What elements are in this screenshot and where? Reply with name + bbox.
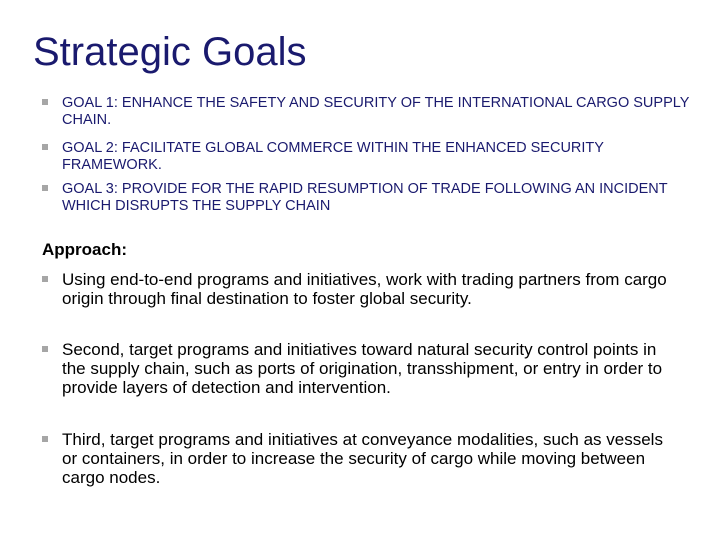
goal-item-3: [62, 181, 702, 215]
goal-item-2: [62, 140, 702, 174]
square-bullet-icon: [42, 436, 48, 442]
square-bullet-icon: [42, 144, 48, 150]
approach-text: Second, target programs and initiatives toward natural security control points in the supply chain, such as ports of origination, transshipment, or entry in order to provide layers of detection and intervention.: [62, 340, 663, 397]
square-bullet-icon: [42, 185, 48, 191]
goal-text: GOAL 1: ENHANCE THE SAFETY AND SECURITY OF THE INTERNATIONAL CARGO SUPPLY CHAIN.: [62, 95, 690, 128]
approach-text: Using end-to-end programs and initiatives, work with trading partners from cargo origin through final destination to foster global security.: [62, 270, 667, 308]
approach-item-3: [62, 430, 682, 487]
goal-item-1: [62, 95, 702, 129]
square-bullet-icon: [42, 346, 48, 352]
goal-text: GOAL 3: PROVIDE FOR THE RAPID RESUMPTION OF TRADE FOLLOWING AN INCIDENT WHICH DISRUPTS THE SUPPLY CHAIN: [62, 181, 668, 214]
approach-text: Third, target programs and initiatives at conveyance modalities, such as vessels or containers, in order to increase the security of cargo while moving between cargo nodes.: [62, 430, 663, 487]
slide-title: Strategic Goals: [33, 30, 307, 74]
approach-item-2: [62, 340, 682, 397]
square-bullet-icon: [42, 276, 48, 282]
goal-text: GOAL 2: FACILITATE GLOBAL COMMERCE WITHIN THE ENHANCED SECURITY FRAMEWORK.: [62, 140, 604, 173]
square-bullet-icon: [42, 99, 48, 105]
approach-heading: Approach:: [42, 240, 127, 259]
approach-item-1: [62, 270, 682, 308]
